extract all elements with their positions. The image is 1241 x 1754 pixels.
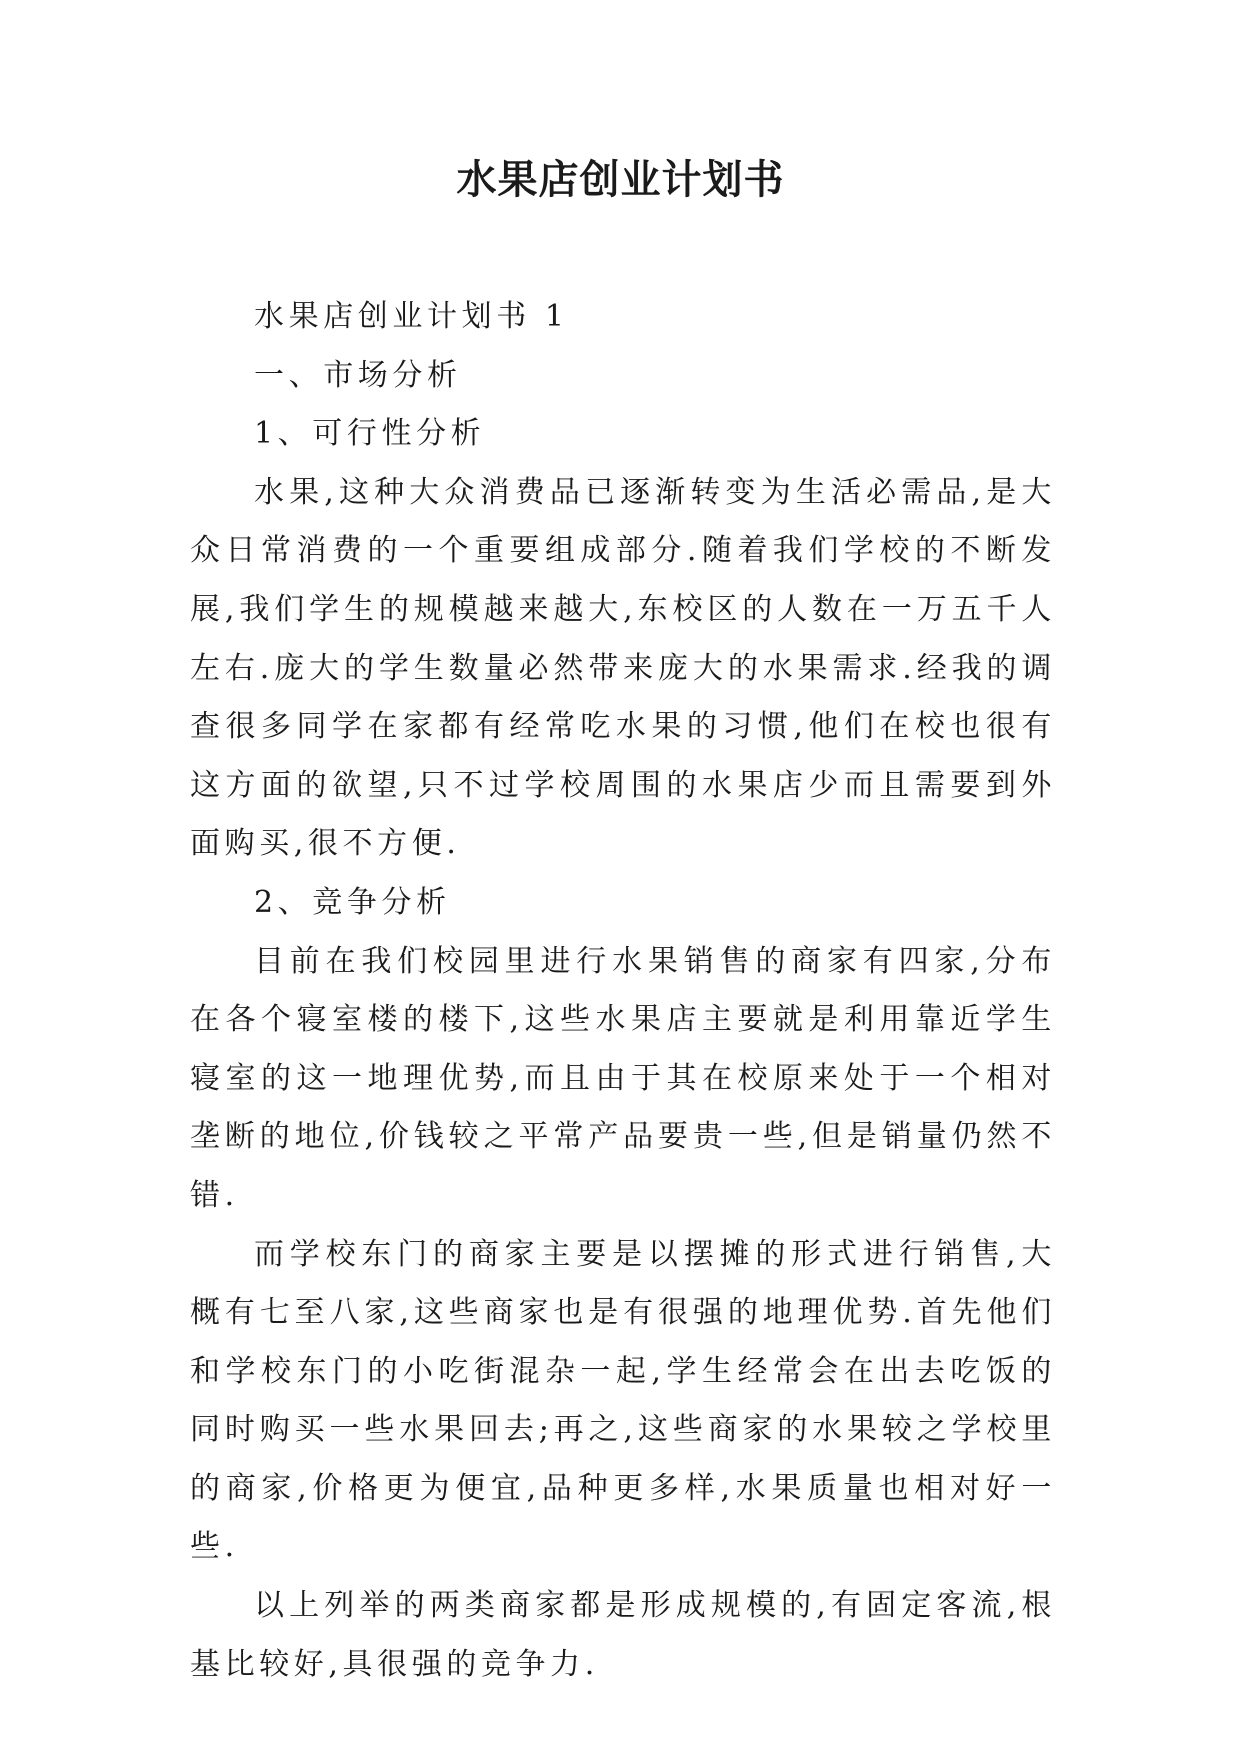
body-paragraph: 目前在我们校园里进行水果销售的商家有四家,分布在各个寝室楼的楼下,这些水果店主要就是利用靠近学生寝室的这一地理优势,而且由于其在校原来处于一个相对垄断的地位,价钱较之平常产品要贵一些,但是销量仍然不错. bbox=[190, 943, 1056, 1213]
body-paragraph: 以上列举的两类商家都是形成规模的,有固定客流,根基比较好,具很强的竞争力. bbox=[190, 1588, 1056, 1682]
document-title: 水果店创业计划书 bbox=[456, 157, 785, 203]
subsection-heading: 2、竞争分析 bbox=[254, 884, 451, 920]
body-paragraph: 水果,这种大众消费品已逐渐转变为生活必需品,是大众日常消费的一个重要组成部分.随着我们学校的不断发展,我们学生的规模越来越大,东校区的人数在一万五千人左右.庞大的学生数量必然带来庞大的水果需求.经我的调查很多同学在家都有经常吃水果的习惯,他们在校也很有这方面的欲望,只不过学校周围的水果店少而且需要到外面购买,很不方便. bbox=[190, 474, 1056, 862]
section-heading: 一、市场分析 bbox=[254, 357, 462, 393]
section-heading: 水果店创业计划书 1 bbox=[254, 299, 569, 334]
body-paragraph: 而学校东门的商家主要是以摆摊的形式进行销售,大概有七至八家,这些商家也是有很强的地理优势.首先他们和学校东门的小吃街混杂一起,学生经常会在出去吃饭的同时购买一些水果回去;再之,这些商家的水果较之学校里的商家,价格更为便宜,品种更多样,水果质量也相对好一些. bbox=[190, 1236, 1056, 1565]
document-body bbox=[190, 288, 1056, 1694]
subsection-heading: 1、可行性分析 bbox=[254, 416, 486, 452]
